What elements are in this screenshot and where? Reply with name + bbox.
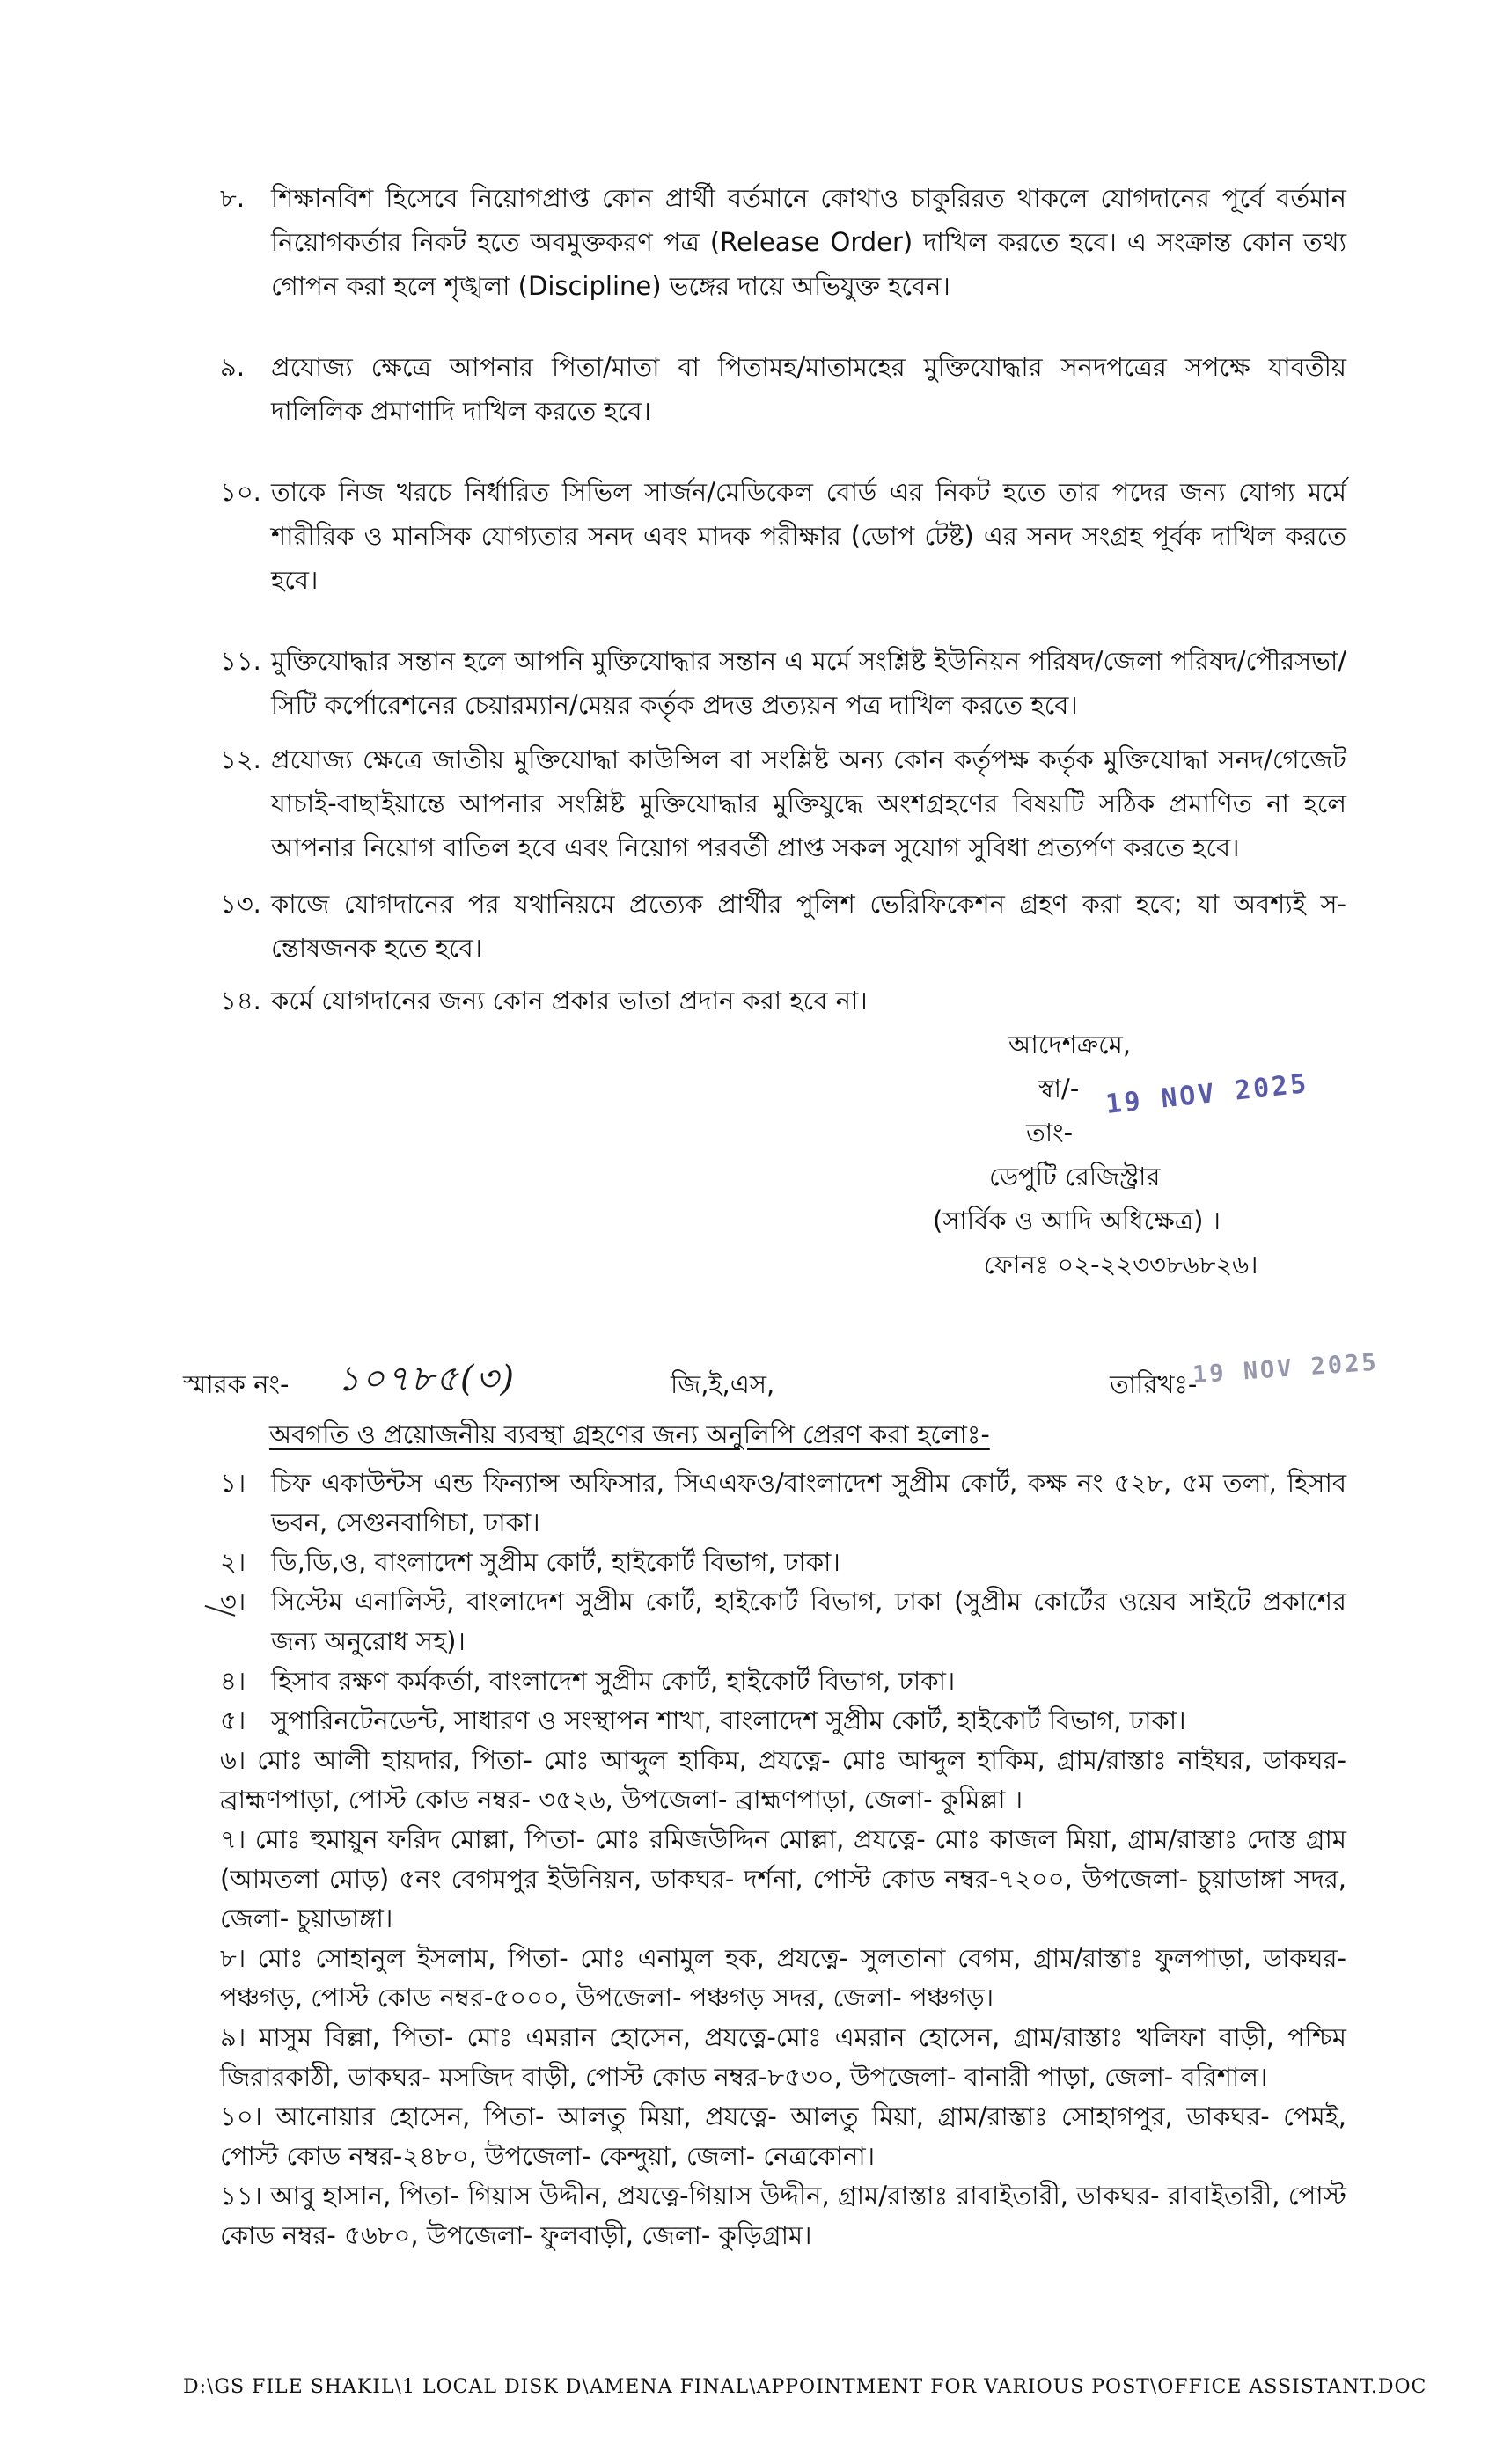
- distribution-text: মোঃ আলী হায়দার, পিতা- মোঃ আব্দুল হাকিম, প্রযত্নে- মোঃ আব্দুল হাকিম, গ্রাম/রাস্তাঃ নাইঘর, ডাকঘর- ব্রাহ্মণপাড়া, পোস্ট কোড নম্বর- ৩৫২৬, উপজেলা- ব্রাহ্মণপাড়া, জেলা- কুমিল্লা ।: [220, 1745, 1347, 1815]
- distribution-item: [220, 1582, 1346, 1661]
- distribution-text: মোঃ হুমায়ুন ফরিদ মোল্লা, পিতা- মোঃ রমিজউদ্দিন মোল্লা, প্রযত্নে- মোঃ কাজল মিয়া, গ্রাম/রাস্তাঃ দোস্ত গ্রাম (আমতলা মোড়) ৫নং বেগমপুর ইউনিয়ন, ডাকঘর- দর্শনা, পোস্ট কোড নম্বর-৭২০০, উপজেলা- চুয়াডাঙ্গা সদর, জেলা- চুয়াডাঙ্গা।: [220, 1824, 1346, 1933]
- condition-item: [220, 979, 1346, 1023]
- copy-distribution-heading: অবগতি ও প্রয়োজনীয় ব্যবস্থা গ্রহণের জন্য অনুলিপি প্রেরণ করা হলোঃ-: [269, 1419, 990, 1449]
- conditions-list: [220, 176, 1346, 1060]
- distribution-item: [220, 1741, 1346, 1820]
- distribution-number: ৪।: [220, 1666, 246, 1696]
- signatory-phone: ফোনঃ ০২-২২৩৩৮৬৮২৬।: [984, 1250, 1258, 1280]
- distribution-item: [220, 1543, 1346, 1582]
- distribution-text: মোঃ সোহানুল ইসলাম, পিতা- মোঃ এনামুল হক, প্রযত্নে- সুলতানা বেগম, গ্রাম/রাস্তাঃ ফুলপাড়া, ডাকঘর- পঞ্চগড়, পোস্ট কোড নম্বর-৫০০০, উপজেলা- পঞ্চগড় সদর, জেলা- পঞ্চগড়।: [220, 1943, 1347, 2013]
- distribution-number: ৮।: [220, 1943, 246, 1973]
- condition-number: ১২.: [220, 744, 261, 774]
- condition-number: ১৪.: [220, 986, 261, 1016]
- distribution-item: [220, 1939, 1346, 2018]
- signed-text: স্বা/-: [1038, 1074, 1080, 1104]
- signature-date-label: তাং-: [1026, 1118, 1074, 1148]
- distribution-text: আবু হাসান, পিতা- গিয়াস উদ্দীন, প্রযত্নে-গিয়াস উদ্দীন, গ্রাম/রাস্তাঃ রাবাইতারী, ডাকঘর- রাবাইতারী, পোস্ট কোড নম্বর- ৫৬৮০, উপজেলা- ফুলবাড়ী, জেলা- কুড়িগ্রাম।: [220, 2181, 1346, 2250]
- distribution-text: আনোয়ার হোসেন, পিতা- আলতু মিয়া, প্রযত্নে- আলতু মিয়া, গ্রাম/রাস্তাঃ সোহাগপুর, ডাকঘর- পেমই, পোস্ট কোড নম্বর-২৪৮০, উপজেলা- কেন্দুয়া, জেলা- নেত্রকোনা।: [220, 2101, 1346, 2171]
- condition-number: ৯.: [220, 352, 246, 382]
- condition-number: ৮.: [220, 183, 246, 213]
- condition-item: [220, 470, 1346, 602]
- distribution-number: ৩।: [220, 1587, 246, 1617]
- distribution-text: সুপারিনটেনডেন্ট, সাধারণ ও সংস্থাপন শাখা, বাংলাদেশ সুপ্রীম কোর্ট, হাইকোর্ট বিভাগ, ঢাকা।: [271, 1705, 1186, 1735]
- condition-number: ১৩.: [220, 889, 261, 919]
- memo-number-label: স্মারক নং-: [183, 1369, 290, 1399]
- condition-number: ১১.: [220, 646, 261, 676]
- condition-text: প্রযোজ্য ক্ষেত্রে আপনার পিতা/মাতা বা পিতামহ/মাতামহের মুক্তিযোদ্ধার সনদপত্রের সপক্ষে যাবতীয় দালিলিক প্রমাণাদি দাখিল করতে হবে।: [271, 352, 1346, 426]
- memo-date-label: তারিখঃ-: [1110, 1369, 1198, 1399]
- signatory-designation: ডেপুটি রেজিস্ট্রার: [989, 1162, 1161, 1192]
- distribution-text: হিসাব রক্ষণ কর্মকর্তা, বাংলাদেশ সুপ্রীম কোর্ট, হাইকোর্ট বিভাগ, ঢাকা।: [271, 1666, 956, 1696]
- condition-text: মুক্তিযোদ্ধার সন্তান হলে আপনি মুক্তিযোদ্ধার সন্তান এ মর্মে সংশ্লিষ্ট ইউনিয়ন পরিষদ/জেলা পরিষদ/পৌরসভা/সিটি কর্পোরেশনের চেয়ারম্যান/মেয়র কর্তৃক প্রদত্ত প্রত্যয়ন পত্র দাখিল করতে হবে।: [271, 646, 1346, 720]
- by-order-text: আদেশক্রমে,: [1008, 1030, 1132, 1060]
- distribution-item: [220, 1463, 1346, 1543]
- distribution-item: [220, 2018, 1346, 2097]
- file-path-footer: D:\GS FILE SHAKIL\1 LOCAL DISK D\AMENA FINAL\APPOINTMENT FOR VARIOUS POST\OFFICE ASSISTANT.DOC: [183, 2376, 1427, 2398]
- distribution-item: [220, 2176, 1346, 2255]
- distribution-item: [220, 2097, 1346, 2176]
- memo-line: [183, 1351, 1318, 1404]
- distribution-text: মাসুম বিল্লা, পিতা- মোঃ এমরান হোসেন, প্রযত্নে-মোঃ এমরান হোসেন, গ্রাম/রাস্তাঃ খলিফা বাড়ী, পশ্চিম জিরারকাঠী, ডাকঘর- মসজিদ বাড়ী, পোস্ট কোড নম্বর-৮৫৩০, উপজেলা- বানারী পাড়া, জেলা- বরিশাল।: [220, 2022, 1347, 2092]
- distribution-number: ৬।: [220, 1745, 246, 1775]
- date-stamp: 19 NOV 2025: [1104, 1067, 1310, 1121]
- distribution-text: চিফ একাউন্টস এন্ড ফিন্যান্স অফিসার, সিএএফও/বাংলাদেশ সুপ্রীম কোর্ট, কক্ষ নং ৫২৮, ৫ম তলা, হিসাব ভবন, সেগুনবাগিচা, ঢাকা।: [271, 1468, 1346, 1537]
- distribution-number: ২।: [220, 1547, 246, 1577]
- distribution-item: [220, 1661, 1346, 1701]
- condition-text: কর্মে যোগদানের জন্য কোন প্রকার ভাতা প্রদান করা হবে না।: [271, 986, 868, 1016]
- condition-item: [220, 639, 1346, 727]
- signature-block: [933, 1023, 1302, 1287]
- distribution-text: ডি,ডি,ও, বাংলাদেশ সুপ্রীম কোর্ট, হাইকোর্ট বিভাগ, ঢাকা।: [271, 1547, 840, 1577]
- distribution-number: ৫।: [220, 1705, 246, 1735]
- distribution-number: ১।: [220, 1468, 246, 1498]
- signatory-department: (সার্বিক ও আদি অধিক্ষেত্র) ।: [933, 1206, 1221, 1236]
- condition-text: কাজে যোগদানের পর যথানিয়মে প্রত্যেক প্রার্থীর পুলিশ ভেরিফিকেশন গ্রহণ করা হবে; যা অবশ্যই স-ন্তোষজনক হতে হবে।: [271, 889, 1346, 963]
- distribution-number: ১১।: [220, 2181, 263, 2211]
- distribution-item: [220, 1701, 1346, 1741]
- condition-text: প্রযোজ্য ক্ষেত্রে জাতীয় মুক্তিযোদ্ধা কাউন্সিল বা সংশ্লিষ্ট অন্য কোন কর্তৃপক্ষ কর্তৃক মুক্তিযোদ্ধা সনদ/গেজেট যাচাই-বাছাইয়ান্তে আপনার সংশ্লিষ্ট মুক্তিযোদ্ধার মুক্তিযুদ্ধে অংশগ্রহণের বিষয়টি সঠিক প্রমাণিত না হলে আপনার নিয়োগ বাতিল হবে এবং নিয়োগ পরবর্তী প্রাপ্ত সকল সুযোগ সুবিধা প্রত্যর্পণ করতে হবে।: [271, 744, 1346, 862]
- condition-item: [220, 882, 1346, 970]
- distribution-number: ১০।: [220, 2101, 263, 2131]
- distribution-number: ৭।: [220, 1824, 246, 1854]
- distribution-number: ৯।: [220, 2022, 246, 2052]
- condition-item: [220, 176, 1346, 308]
- memo-number-handwritten: ১০৭৮৫(৩): [337, 1359, 517, 1399]
- distribution-list: [220, 1463, 1346, 2255]
- memo-date-stamp: 19 NOV 2025: [1192, 1348, 1380, 1390]
- distribution-item: [220, 1820, 1346, 1939]
- condition-number: ১০.: [220, 477, 261, 507]
- memo-section: জি,ই,এস,: [671, 1369, 775, 1399]
- condition-text: তাকে নিজ খরচে নির্ধারিত সিভিল সার্জন/মেডিকেল বোর্ড এর নিকট হতে তার পদের জন্য যোগ্য মর্মে শারীরিক ও মানসিক যোগ্যতার সনদ এবং মাদক পরীক্ষার (ডোপ টেষ্ট) এর সনদ সংগ্রহ পূর্বক দাখিল করতে হবে।: [271, 477, 1346, 595]
- condition-text: শিক্ষানবিশ হিসেবে নিয়োগপ্রাপ্ত কোন প্রার্থী বর্তমানে কোথাও চাকুরিরত থাকলে যোগদানের পূর্বে বর্তমান নিয়োগকর্তার নিকট হতে অবমুক্তকরণ পত্র (Release Order) দাখিল করতে হবে। এ সংক্রান্ত কোন তথ্য গোপন করা হলে শৃঙ্খলা (Discipline) ভঙ্গের দায়ে অভিযুক্ত হবেন।: [271, 183, 1346, 301]
- distribution-text: সিস্টেম এনালিস্ট, বাংলাদেশ সুপ্রীম কোর্ট, হাইকোর্ট বিভাগ, ঢাকা (সুপ্রীম কোর্টের ওয়েব সাইটে প্রকাশের জন্য অনুরোধ সহ)।: [271, 1587, 1346, 1656]
- condition-item: [220, 737, 1346, 869]
- condition-item: [220, 345, 1346, 433]
